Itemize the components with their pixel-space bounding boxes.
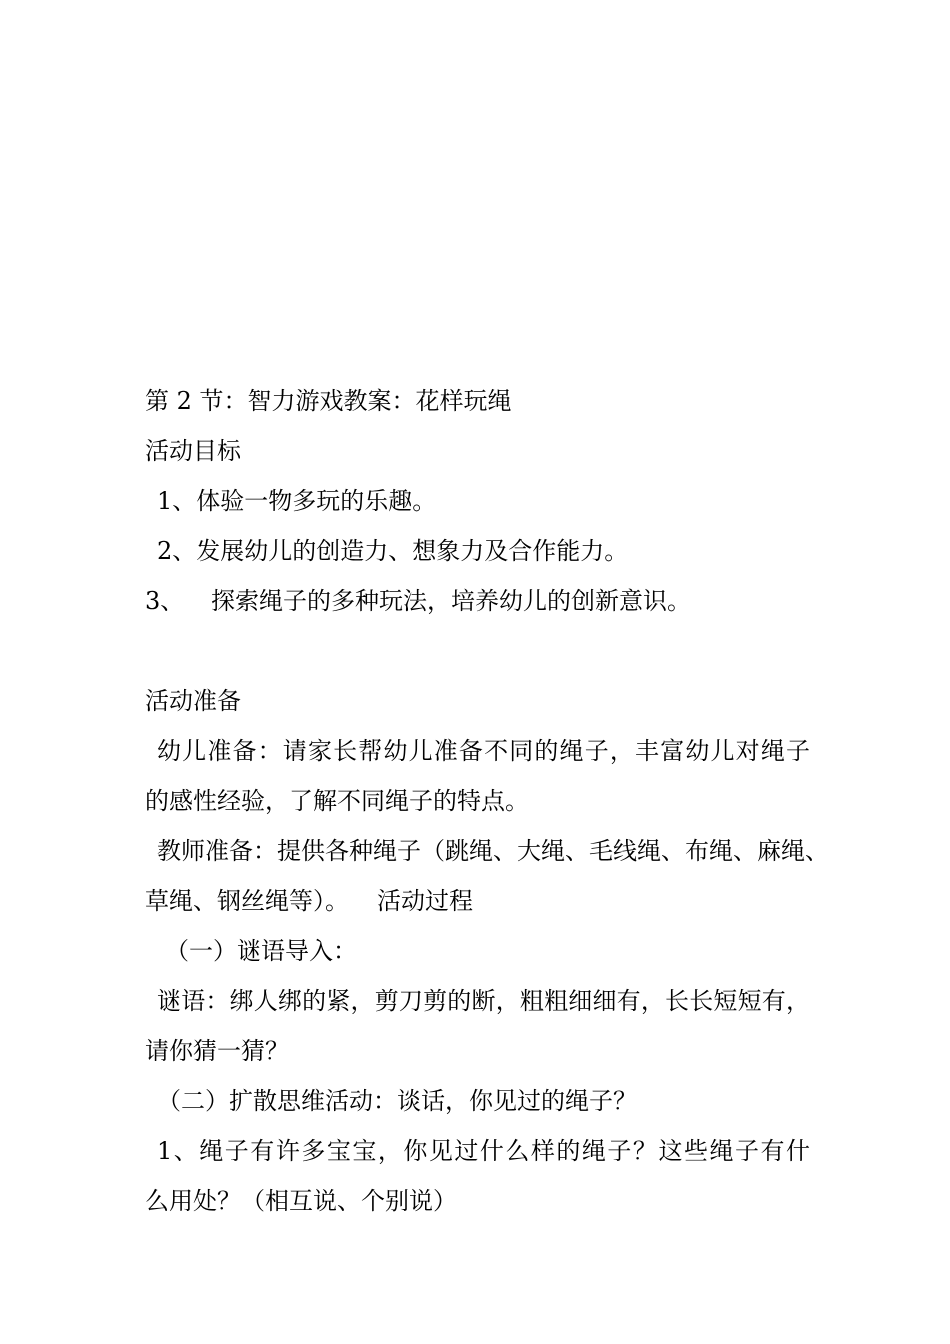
goal-item-3 — [145, 576, 810, 626]
question-1-line-2: 么用处？（相互说、个别说） — [145, 1187, 457, 1215]
question-1-line-1: 1、绳子有许多宝宝，你见过什么样的绳子？这些绳子有什 — [157, 1137, 810, 1165]
goal-item-1: 1、体验一物多玩的乐趣。 — [157, 487, 437, 515]
prep-child-line-2: 的感性经验，了解不同绳子的特点。 — [145, 787, 529, 815]
step1-heading: （一）谜语导入： — [165, 937, 357, 965]
prep-teacher-line-1: 教师准备：提供各种绳子（跳绳、大绳、毛线绳、布绳、麻绳、 — [157, 837, 829, 865]
step2-heading: （二）扩散思维活动：谈话，你见过的绳子？ — [157, 1087, 637, 1115]
prep-teacher-line-2-text: 草绳、钢丝绳等）。 — [145, 887, 349, 915]
riddle-line-2: 请你猜一猜？ — [145, 1037, 289, 1065]
prep-heading: 活动准备 — [145, 687, 241, 715]
goal-item-3-number: 3、 — [145, 587, 185, 615]
goal-item-3-text: 探索绳子的多种玩法，培养幼儿的创新意识。 — [211, 587, 691, 615]
goal-item-2: 2、发展幼儿的创造力、想象力及合作能力。 — [157, 537, 629, 565]
riddle-line-1: 谜语：绑人绑的紧，剪刀剪的断，粗粗细细有，长长短短有， — [157, 987, 810, 1015]
blank-line — [145, 626, 810, 676]
prep-teacher-line-2 — [145, 876, 810, 926]
process-heading: 活动过程 — [377, 887, 473, 915]
document-body — [145, 376, 829, 1226]
section-title: 第 2 节：智力游戏教案：花样玩绳 — [145, 387, 512, 415]
prep-child-line-1: 幼儿准备：请家长帮幼儿准备不同的绳子，丰富幼儿对绳子 — [157, 737, 810, 765]
goals-heading: 活动目标 — [145, 437, 241, 465]
